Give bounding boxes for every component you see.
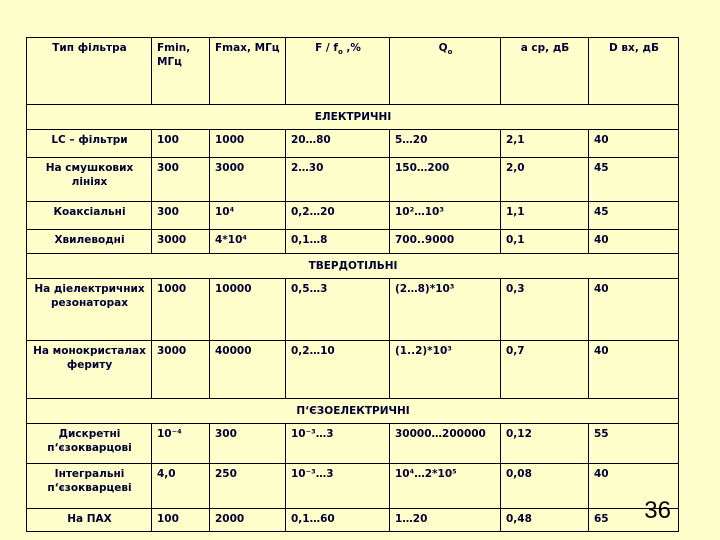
cell-ratio: 2…30 xyxy=(286,158,390,202)
section-title: ЕЛЕКТРИЧНІ xyxy=(27,105,679,130)
cell-filter-name: На смушкових лініях xyxy=(27,158,152,202)
header-input-range: D вх, дБ xyxy=(589,38,679,105)
cell-d: 40 xyxy=(589,130,679,158)
cell-fmin: 3000 xyxy=(152,341,210,399)
cell-ratio: 10⁻³…3 xyxy=(286,424,390,464)
cell-d: 40 xyxy=(589,279,679,341)
header-relative-bandwidth: F / $f_o$ ,% xyxy=(286,38,390,105)
cell-fmax: 2000 xyxy=(210,509,286,532)
cell-a: 0,08 xyxy=(501,464,589,509)
table-row xyxy=(27,279,679,341)
cell-fmin: 3000 xyxy=(152,230,210,254)
cell-ratio: 0,1…8 xyxy=(286,230,390,254)
header-fmin: Fmin, МГц xyxy=(152,38,210,105)
cell-q: 700..9000 xyxy=(390,230,501,254)
cell-ratio: 0,2…20 xyxy=(286,202,390,230)
cell-fmax: 10⁴ xyxy=(210,202,286,230)
cell-q: (1..2)*10³ xyxy=(390,341,501,399)
cell-ratio: 0,5…3 xyxy=(286,279,390,341)
cell-a: 1,1 xyxy=(501,202,589,230)
cell-fmax: 40000 xyxy=(210,341,286,399)
cell-fmin: 1000 xyxy=(152,279,210,341)
cell-fmax: 3000 xyxy=(210,158,286,202)
section-row xyxy=(27,254,679,279)
table-row xyxy=(27,424,679,464)
cell-q: 150…200 xyxy=(390,158,501,202)
table-row xyxy=(27,509,679,532)
cell-d: 40 xyxy=(589,230,679,254)
cell-q: 30000…200000 xyxy=(390,424,501,464)
cell-ratio: 20…80 xyxy=(286,130,390,158)
cell-q: 10⁴…2*10⁵ xyxy=(390,464,501,509)
cell-ratio: 0,2…10 xyxy=(286,341,390,399)
cell-fmin: 300 xyxy=(152,202,210,230)
section-title: П‘ЄЗОЕЛЕКТРИЧНІ xyxy=(27,399,679,424)
filter-comparison-table xyxy=(26,37,679,532)
cell-d: 40 xyxy=(589,341,679,399)
cell-filter-name: LC – фільтри xyxy=(27,130,152,158)
cell-q: 5…20 xyxy=(390,130,501,158)
table-row xyxy=(27,158,679,202)
cell-filter-name: Інтегральні п‘єзокварцеві xyxy=(27,464,152,509)
section-title: ТВЕРДОТІЛЬНІ xyxy=(27,254,679,279)
table-row xyxy=(27,464,679,509)
section-row xyxy=(27,399,679,424)
cell-d: 40 xyxy=(589,464,679,509)
cell-filter-name: Дискретні п‘єзокварцові xyxy=(27,424,152,464)
section-row xyxy=(27,105,679,130)
cell-d: 45 xyxy=(589,158,679,202)
cell-filter-name: Коаксіальні xyxy=(27,202,152,230)
header-fmax: Fmax, МГц xyxy=(210,38,286,105)
page-number: 36 xyxy=(644,497,671,524)
cell-fmin: 100 xyxy=(152,509,210,532)
table-row xyxy=(27,130,679,158)
cell-fmin: 100 xyxy=(152,130,210,158)
cell-a: 0,12 xyxy=(501,424,589,464)
cell-d: 55 xyxy=(589,424,679,464)
cell-a: 0,3 xyxy=(501,279,589,341)
cell-fmin: 10⁻⁴ xyxy=(152,424,210,464)
cell-fmax: 250 xyxy=(210,464,286,509)
header-quality-factor: $Q_o$ xyxy=(390,38,501,105)
header-attenuation: a ср, дБ xyxy=(501,38,589,105)
cell-filter-name: На монокристалах фериту xyxy=(27,341,152,399)
cell-fmin: 4,0 xyxy=(152,464,210,509)
cell-filter-name: На ПАХ xyxy=(27,509,152,532)
cell-fmax: 10000 xyxy=(210,279,286,341)
cell-a: 0,7 xyxy=(501,341,589,399)
cell-ratio: 0,1…60 xyxy=(286,509,390,532)
cell-a: 0,1 xyxy=(501,230,589,254)
cell-a: 2,1 xyxy=(501,130,589,158)
header-filter-type: Тип фільтра xyxy=(27,38,152,105)
cell-ratio: 10⁻³…3 xyxy=(286,464,390,509)
table-header-row xyxy=(27,38,679,105)
cell-fmax: 1000 xyxy=(210,130,286,158)
cell-q: 1…20 xyxy=(390,509,501,532)
table-row xyxy=(27,230,679,254)
cell-filter-name: Хвилеводні xyxy=(27,230,152,254)
cell-filter-name: На діелектричних резонаторах xyxy=(27,279,152,341)
cell-fmax: 300 xyxy=(210,424,286,464)
cell-fmin: 300 xyxy=(152,158,210,202)
cell-q: 10²…10³ xyxy=(390,202,501,230)
cell-a: 0,48 xyxy=(501,509,589,532)
cell-fmax: 4*10⁴ xyxy=(210,230,286,254)
cell-d: 65 xyxy=(589,509,679,532)
cell-d: 45 xyxy=(589,202,679,230)
table-row xyxy=(27,341,679,399)
cell-a: 2,0 xyxy=(501,158,589,202)
table-row xyxy=(27,202,679,230)
cell-q: (2…8)*10³ xyxy=(390,279,501,341)
